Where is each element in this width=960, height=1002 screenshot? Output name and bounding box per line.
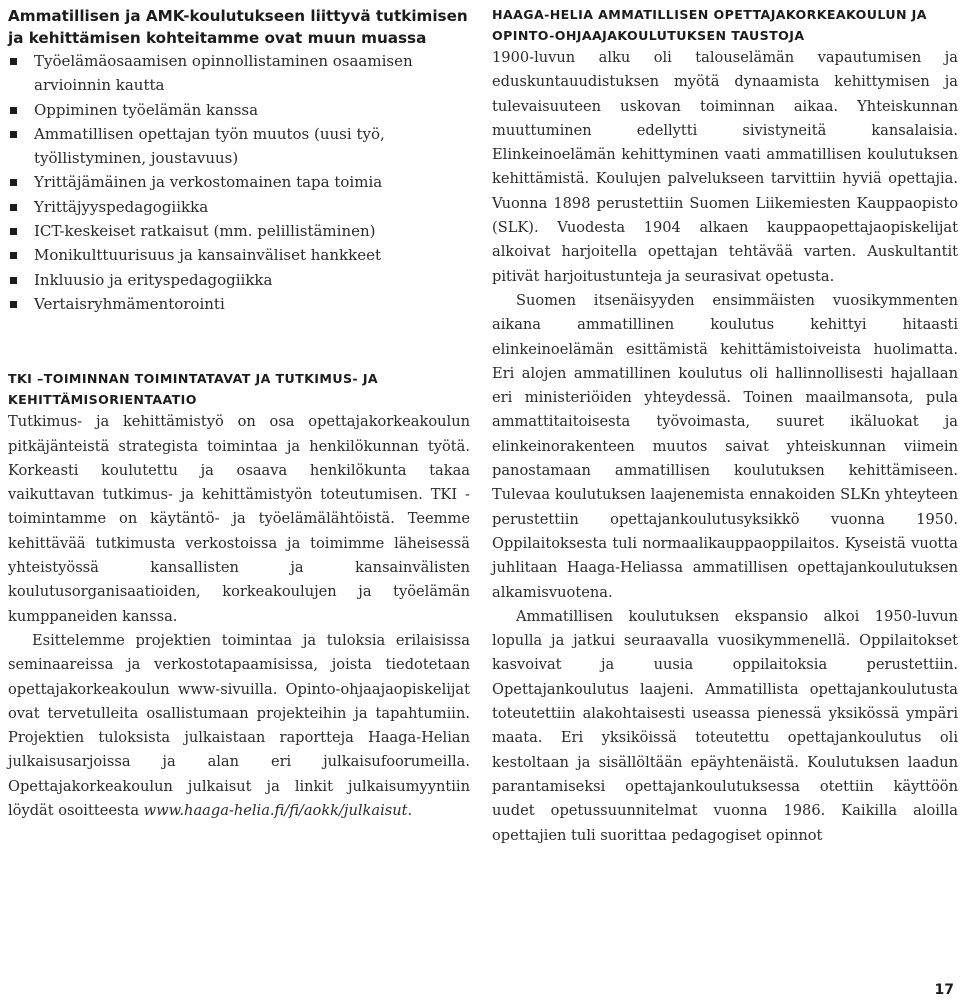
list-item-text: Monikulttuurisuus ja kansainväliset hankkeet [34, 246, 381, 265]
square-bullet-icon [10, 107, 17, 114]
list-item-text: Ammatillisen opettajan työn muutos (uusi työ, työllistyminen, joustavuus) [34, 124, 385, 168]
publications-text: Esittelemme projektien toimintaa ja tuloksia erilaisissa seminaareissa ja verkostotapaamisissa, joista tiedotetaan opettajakorkeakoulun www-sivuilla. Opinto-ohjaajaopiskelijat ovat tervetulleita osallistumaan projekteihin ja tapahtumiin. Projektien tuloksista julkaistaan raportteja Haaga-Helian julkaisusarjoissa ja alan eri julkaisufoorumeilla. Opettajakorkeakoulun julkaisut ja linkit julkaisumyyntiin löydät osoitteesta [8, 631, 470, 820]
list-item [8, 170, 470, 194]
list-item [8, 122, 470, 171]
history-paragraph: 1900-luvun alku oli talouselämän vapautumisen ja eduskuntauudistuksen myötä dynaamista kehittymisen ja tulevaisuuteen uskovan toiminnan aikaa. Yhteiskunnan muuttuminen edellytti sivistyneitä kansalaisia. Elinkeinoelämän kehittyminen vaati ammatillisen koulutuksen kehittämistä. Koulujen palvelukseen tarvittiin hyviä opettajia. Vuonna 1898 perustettiin Suomen Liikemiesten Kauppaopisto (SLK). Vuodesta 1904 alkaen kauppaopettajaopiskelijat alkoivat harjoitella opettajan tehtävää varten. Auskultantit pitivät harjoitustunteja ja seurasivat opetusta. [492, 49, 958, 285]
topics-heading: Ammatillisen ja AMK-koulutukseen liittyvä tutkimisen ja kehittämisen kohteitamme ovat muun muassa [8, 7, 468, 47]
list-item [8, 292, 470, 316]
list-item-text: Työelämäosaamisen opinnollistaminen osaamisen arvioinnin kautta [34, 52, 413, 95]
square-bullet-icon [10, 301, 17, 308]
list-item [8, 243, 470, 267]
square-bullet-icon [10, 228, 17, 235]
square-bullet-icon [10, 179, 17, 186]
history-paragraph: Ammatillisen koulutuksen ekspansio alkoi 1950-luvun lopulla ja jatkui seuraavalla vuosikymmenellä. Oppilaitokset kasvoivat ja uusia oppilaitoksia perustettiin. Opettajankoulutus laajeni. Ammatillista opettajankoulutusta toteutettiin alakohtaisesti useassa pienessä yksikössä ympäri maata. Eri yksiköissä toteutettu opettajankoulutus oli kestoltaan ja sisällöltään epäyhtenäistä. Koulutuksen laadun parantamiseksi opettajankoulutuksessa otettiin käyttöön uudet opetussuunnitelmat vuonna 1986. Kaikilla aloilla opettajien tuli suorittaa pedagogiset opinnot [492, 607, 958, 844]
publications-link[interactable]: www.haaga-helia.fi/fi/aokk/julkaisut. [143, 802, 413, 820]
left-column [8, 0, 470, 823]
list-item [8, 219, 470, 243]
list-item [8, 49, 470, 98]
background-section-heading: HAAGA-HELIA AMMATILLISEN OPETTAJAKORKEAKOULUN JA OPINTO-OHJAAJAKOULUTUKSEN TAUSTOJA [492, 7, 927, 43]
square-bullet-icon [10, 131, 17, 138]
list-item-text: Oppiminen työelämän kanssa [34, 100, 259, 119]
right-column [492, 0, 958, 848]
list-item-text: Vertaisryhmämentorointi [34, 294, 225, 313]
page-number: 17 [934, 982, 954, 998]
topics-list [8, 49, 470, 316]
list-item-text: Yrittäjämäinen ja verkostomainen tapa toimia [34, 173, 383, 192]
list-item-text: Yrittäjyyspedagogiikka [34, 197, 209, 216]
list-item [8, 195, 470, 219]
history-paragraph: Suomen itsenäisyyden ensimmäisten vuosikymmenten aikana ammatillinen koulutus kehittyi hitaasti elinkeinoelämän esittämistä kehittämistoiveista huolimatta. Eri alojen ammatillinen koulutus oli hallinnollisesti hajallaan eri ministeriöiden yhteydessä. Toinen maailmansota, pula ammattitaitoisesta työvoimasta, suuret ikäluokat ja elinkeinorakenteen muutos saivat yhteiskunnan viimein panostamaan ammatillisen koulutuksen kehittämiseen. Tulevaa koulutuksen laajenemista ennakoiden SLKn yhteyteen perustettiin opettajankoulutusyksikkö vuonna 1950. Oppilaitoksesta tuli normaalikauppaoppilaitos. Kyseistä vuotta juhlitaan Haaga-Heliassa ammatillisen opettajankoulutuksen alkamisvuotena. [492, 291, 958, 601]
list-item-text: Inkluusio ja erityspedagogiikka [34, 270, 273, 289]
list-item [8, 98, 470, 122]
tki-paragraph-publications [8, 629, 470, 823]
square-bullet-icon [10, 204, 17, 211]
tki-section-heading: TKI –TOIMINNAN TOIMINTATAVAT JA TUTKIMUS- JA KEHITTÄMISORIENTAATIO [8, 371, 379, 408]
square-bullet-icon [10, 58, 17, 65]
square-bullet-icon [10, 252, 17, 259]
square-bullet-icon [10, 277, 17, 284]
list-item [8, 268, 470, 292]
list-item-text: ICT-keskeiset ratkaisut (mm. pelillistäminen) [34, 222, 376, 241]
tki-paragraph: Tutkimus- ja kehittämistyö on osa opettajakorkeakoulun pitkäjänteistä strategista toimintaa ja henkilökunnan työtä. Korkeasti koulutettu ja osaava henkilökunta takaa vaikuttavan tutkimus- ja kehittämistyön toteutumisen. TKI -toimintamme on käytäntö- ja työelämälähtöistä. Teemme kehittävää tutkimusta verkostoissa ja toimimme läheisessä yhteistyössä kansallisten ja kansainvälisten koulutusorganisaatioiden, korkeakoulujen ja työelämän kumppaneiden kanssa. [8, 413, 470, 625]
